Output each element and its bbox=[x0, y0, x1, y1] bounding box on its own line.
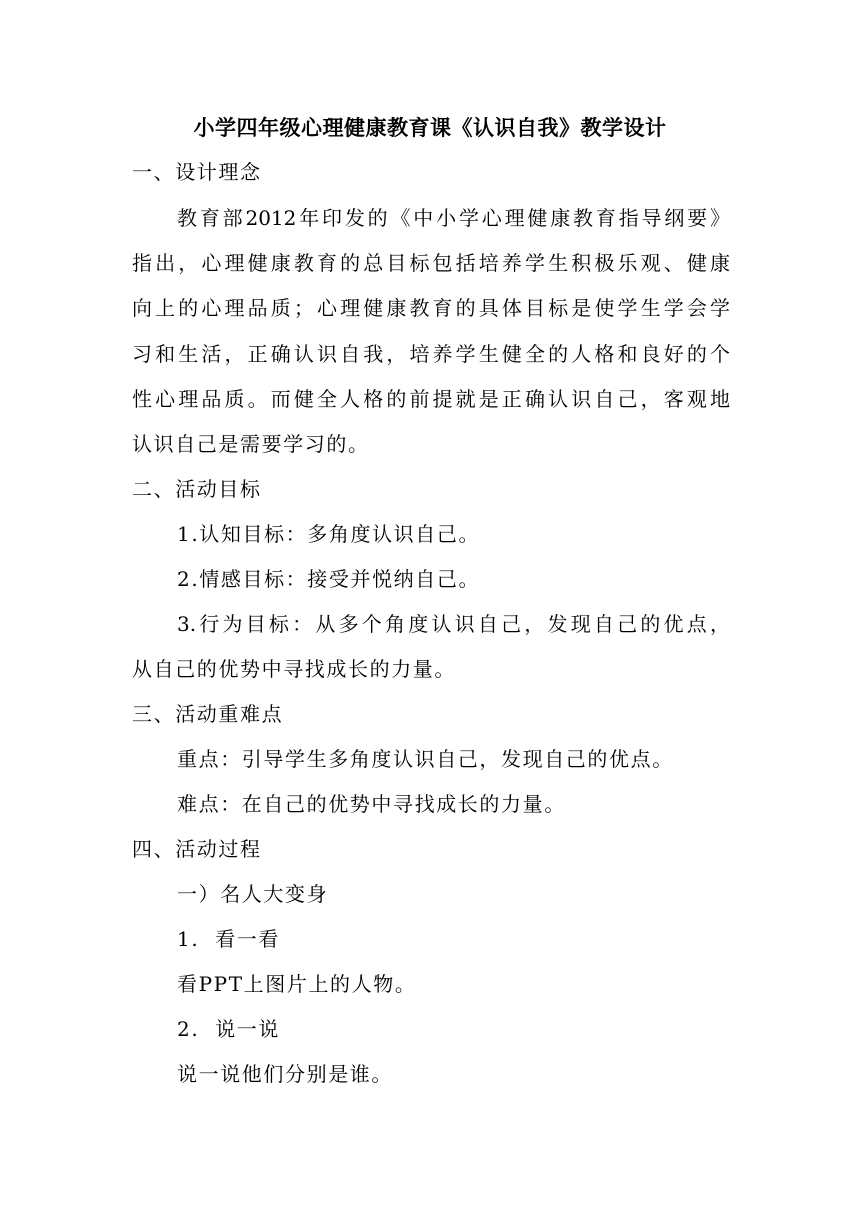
goal-item-emotional: 2.情感目标：接受并悦纳自己。 bbox=[177, 567, 481, 591]
step-text-look: 看PPT上图片上的人物。 bbox=[177, 972, 417, 996]
paragraph-line: 认识自己是需要学习的。 bbox=[132, 432, 370, 456]
difficulty-text: 难点：在自己的优势中寻找成长的力量。 bbox=[177, 792, 566, 816]
document-title: 小学四年级心理健康教育课《认识自我》教学设计 bbox=[193, 116, 667, 140]
paragraph-line: 教育部2012年印发的《中小学心理健康教育指导纲要》 bbox=[177, 206, 730, 230]
goal-item-cognitive: 1.认知目标：多角度认识自己。 bbox=[177, 522, 481, 546]
step-label-say: 2. 说一说 bbox=[177, 1017, 280, 1041]
section-heading-design-concept: 一、设计理念 bbox=[132, 160, 262, 184]
paragraph-line: 向上的心理品质；心理健康教育的具体目标是使学生学会学 bbox=[132, 296, 730, 320]
goal-item-behavioral-continued: 从自己的优势中寻找成长的力量。 bbox=[132, 657, 456, 681]
paragraph-line: 性心理品质。而健全人格的前提就是正确认识自己，客观地 bbox=[132, 387, 730, 411]
key-point-text: 重点：引导学生多角度认识自己，发现自己的优点。 bbox=[177, 747, 674, 771]
goal-item-behavioral: 3.行为目标：从多个角度认识自己，发现自己的优点， bbox=[177, 612, 730, 636]
step-label-look: 1. 看一看 bbox=[177, 927, 280, 951]
paragraph-line: 指出，心理健康教育的总目标包括培养学生积极乐观、健康 bbox=[132, 251, 730, 275]
step-text-say: 说一说他们分别是谁。 bbox=[177, 1062, 393, 1086]
section-heading-activity-process: 四、活动过程 bbox=[132, 837, 262, 861]
section-heading-key-difficult-points: 三、活动重难点 bbox=[132, 702, 284, 726]
activity-title: 一）名人大变身 bbox=[177, 882, 329, 906]
section-heading-activity-goals: 二、活动目标 bbox=[132, 477, 262, 501]
paragraph-line: 习和生活，正确认识自我，培养学生健全的人格和良好的个 bbox=[132, 342, 730, 366]
